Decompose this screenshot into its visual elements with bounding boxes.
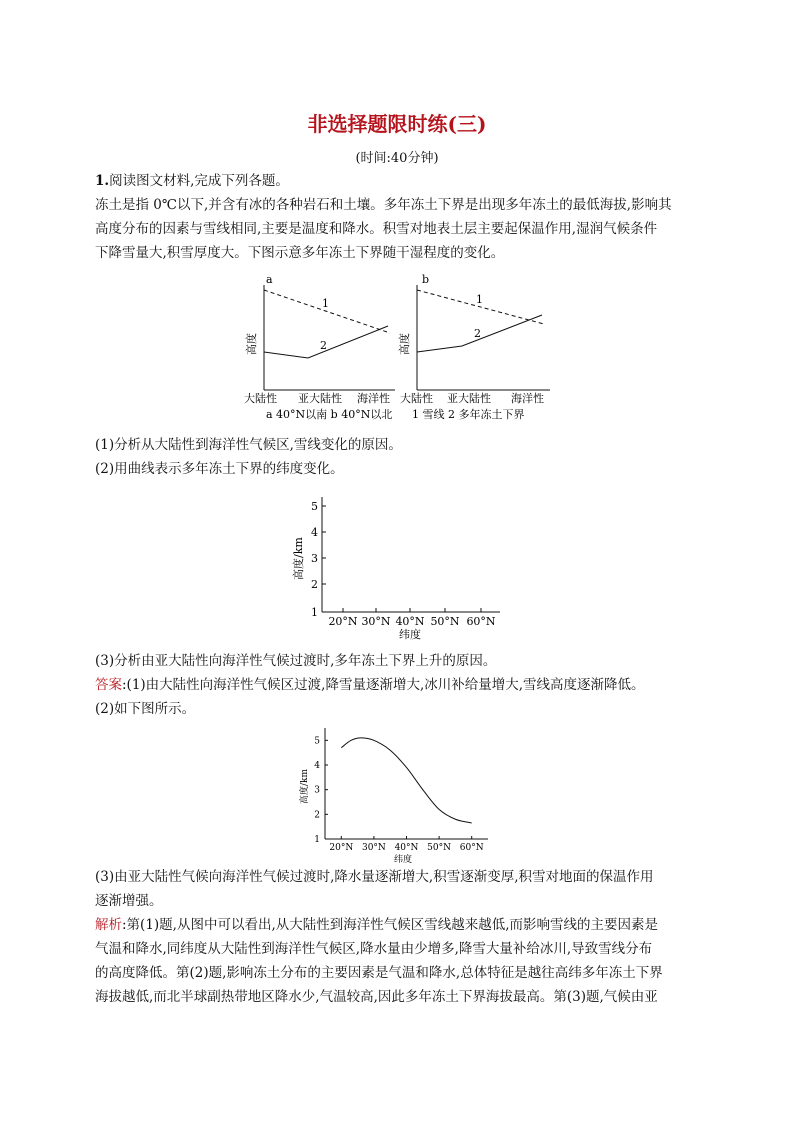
blank-y-tick: 3 xyxy=(311,552,318,565)
panel-a-line2-label: 2 xyxy=(320,339,327,352)
analysis-line-1 xyxy=(95,916,658,934)
time-note: (时间:40分钟) xyxy=(355,151,439,166)
panel-b-line2-label: 2 xyxy=(474,327,481,340)
answer-line-3a: (3)由亚大陆性气候向海洋性气候过渡时,降水量逐渐增大,积雪逐渐变厚,积雪对地面的保温作用 xyxy=(95,869,654,885)
panel-b-x-tick: 大陆性 xyxy=(400,392,433,405)
panel-a-x-tick: 大陆性 xyxy=(244,392,277,405)
x-tick-label: 30°N xyxy=(361,843,386,853)
analysis-line: 的高度降低。第(2)题,影响冻土分布的主要因素是气温和降水,总体特征是越往高纬多年冻土下界 xyxy=(95,965,663,981)
panel-b-x-tick: 亚大陆性 xyxy=(447,392,491,405)
panel-b-line1-label: 1 xyxy=(476,293,483,306)
answer-text: :(1)由大陆性向海洋性气候区过渡,降雪量逐渐增大,冰川补给量增大,雪线高度逐渐降低。 xyxy=(122,677,645,693)
panel-a-line1-label: 1 xyxy=(322,297,329,310)
answer-line-1 xyxy=(95,676,645,694)
figure-snowline-permafrost xyxy=(240,270,570,425)
answer-line-2: (2)如下图所示。 xyxy=(95,701,196,717)
panel-a-x-tick: 亚大陆性 xyxy=(298,392,342,405)
figure-caption-right: 1 雪线 2 多年冻土下界 xyxy=(412,408,525,421)
answer-label: 答案 xyxy=(95,677,122,693)
x-tick-label: 60°N xyxy=(459,843,484,853)
permafrost-lower-limit-curve xyxy=(341,738,471,823)
y-tick-label: 1 xyxy=(314,835,320,845)
material-line: 冻土是指 0℃以下,并含有冰的各种岩石和土壤。多年冻土下界是出现多年冻土的最低海拔,影响其 xyxy=(95,197,672,213)
y-tick-label: 4 xyxy=(314,761,320,771)
answer-chart xyxy=(290,726,500,868)
y-tick-label: 5 xyxy=(314,736,320,747)
panel-a-label: a xyxy=(266,273,273,286)
figure-caption-left: a 40°N以南 b 40°N以北 xyxy=(266,408,393,421)
answer-line-3b: 逐渐增强。 xyxy=(95,893,163,909)
question-intro xyxy=(95,172,289,190)
panel-b-label: b xyxy=(422,273,430,286)
answer-y-label: 高度/km xyxy=(300,768,310,804)
x-tick-label: 20°N xyxy=(329,843,354,853)
blank-x-tick: 60°N xyxy=(466,615,496,628)
analysis-line: 海拔越低,而北半球副热带地区降水少,气温较高,因此多年冻土下界海拔最高。第(3)题,气候由亚 xyxy=(95,989,658,1005)
panel-b-x-tick: 海洋性 xyxy=(511,392,544,405)
sub-question-2: (2)用曲线表示多年冻土下界的纬度变化。 xyxy=(95,461,344,477)
y-tick-label: 3 xyxy=(314,785,320,796)
question-number: 1. xyxy=(95,173,110,189)
material-line: 下降雪量大,积雪厚度大。下图示意多年冻土下界随干湿程度的变化。 xyxy=(95,245,505,261)
sub-question-1: (1)分析从大陆性到海洋性气候区,雪线变化的原因。 xyxy=(95,437,402,453)
blank-x-tick: 20°N xyxy=(328,615,358,628)
blank-y-tick: 5 xyxy=(311,500,318,513)
analysis-label: 解析 xyxy=(95,917,122,933)
blank-x-tick: 40°N xyxy=(395,615,425,628)
sub-question-3: (3)分析由亚大陆性向海洋性气候过渡时,多年冻土下界上升的原因。 xyxy=(95,653,497,669)
blank-chart xyxy=(280,492,510,642)
blank-y-tick: 2 xyxy=(311,578,318,591)
blank-x-label: 纬度 xyxy=(399,628,421,641)
blank-x-tick: 50°N xyxy=(430,615,460,628)
blank-x-tick: 30°N xyxy=(361,615,391,628)
blank-y-label: 高度/km xyxy=(292,537,305,580)
blank-y-tick: 4 xyxy=(311,526,318,539)
analysis-line: 气温和降水,同纬度从大陆性到海洋性气候区,降水量由少增多,降雪大量补给冰川,导致雪线分布 xyxy=(95,941,653,957)
x-tick-label: 40°N xyxy=(394,843,419,853)
panel-b-y-label: 高度 xyxy=(398,333,411,355)
answer-x-label: 纬度 xyxy=(393,855,413,865)
panel-a-x-tick: 海洋性 xyxy=(357,392,390,405)
blank-y-tick: 1 xyxy=(311,606,318,619)
y-tick-label: 2 xyxy=(314,810,320,821)
question-intro-text: 阅读图文材料,完成下列各题。 xyxy=(109,173,289,189)
page-title: 非选择题限时练(三) xyxy=(307,112,487,136)
panel-a-y-label: 高度 xyxy=(245,333,258,355)
material-line: 高度分布的因素与雪线相同,主要是温度和降水。积雪对地表土层主要起保温作用,湿润气候条件 xyxy=(95,221,658,237)
x-tick-label: 50°N xyxy=(427,843,452,853)
analysis-text: :第(1)题,从图中可以看出,从大陆性到海洋性气候区雪线越来越低,而影响雪线的主要因素是 xyxy=(122,917,659,933)
